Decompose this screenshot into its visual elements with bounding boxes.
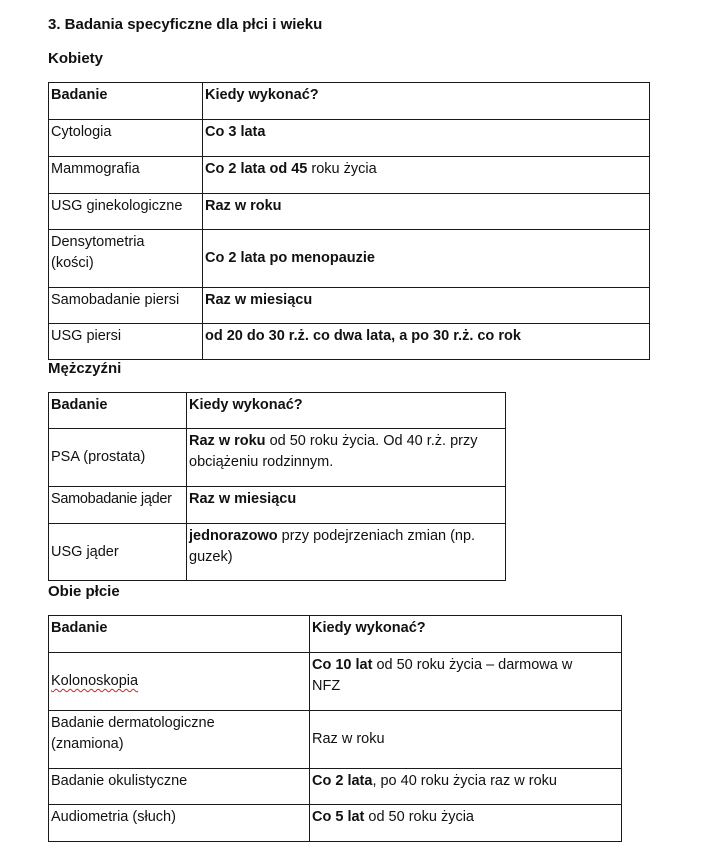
test-cell: USG jąder — [49, 524, 187, 581]
table-row — [49, 120, 650, 157]
when-cell: od 20 do 30 r.ż. co dwa lata, a po 30 r.ż. co rok — [203, 324, 650, 360]
test-cell: Badanie okulistyczne — [49, 769, 310, 805]
table-row — [49, 769, 622, 805]
when-cell: Co 5 lat od 50 roku życia — [310, 805, 622, 842]
when-cell: Co 3 lata — [203, 120, 650, 157]
test-cell: Audiometria (słuch) — [49, 805, 310, 842]
test-cell: Cytologia — [49, 120, 203, 157]
men-table — [48, 392, 506, 581]
test-cell: Mammografia — [49, 157, 203, 194]
test-cell: USG ginekologiczne — [49, 194, 203, 230]
table-header-row — [49, 616, 622, 653]
both-heading: Obie płcie — [48, 583, 120, 600]
header-cell-test: Badanie — [49, 83, 203, 120]
when-cell: Co 2 lata po menopauzie — [203, 230, 650, 288]
test-cell: Densytometria (kości) — [49, 230, 203, 288]
men-heading: Mężczyźni — [48, 360, 122, 377]
when-cell: Raz w roku od 50 roku życia. Od 40 r.ż. przy obciążeniu rodzinnym. — [187, 429, 506, 487]
header-cell-test: Badanie — [49, 616, 310, 653]
women-heading: Kobiety — [48, 50, 104, 67]
table-row — [49, 194, 650, 230]
header-cell-when: Kiedy wykonać? — [187, 393, 506, 429]
test-cell: PSA (prostata) — [49, 429, 187, 487]
table-row — [49, 524, 506, 581]
section-title: 3. Badania specyficzne dla płci i wieku — [48, 16, 323, 33]
when-cell: Raz w roku — [310, 711, 622, 769]
test-cell: Samobadanie jąder — [49, 487, 187, 524]
when-cell: Co 10 lat od 50 roku życia – darmowa w NFZ — [310, 653, 622, 711]
table-row — [49, 288, 650, 324]
test-cell: Badanie dermatologiczne (znamiona) — [49, 711, 310, 769]
table-header-row — [49, 393, 506, 429]
when-cell: jednorazowo przy podejrzeniach zmian (np. guzek) — [187, 524, 506, 581]
test-cell — [49, 653, 310, 711]
table-row — [49, 429, 506, 487]
table-row — [49, 711, 622, 769]
when-cell: Raz w roku — [203, 194, 650, 230]
table-row — [49, 324, 650, 360]
test-cell: Samobadanie piersi — [49, 288, 203, 324]
table-row — [49, 230, 650, 288]
test-cell: USG piersi — [49, 324, 203, 360]
spellcheck-underline: Kolonoskopia — [51, 673, 139, 689]
table-header-row — [49, 83, 650, 120]
when-cell: Co 2 lata, po 40 roku życia raz w roku — [310, 769, 622, 805]
header-cell-test: Badanie — [49, 393, 187, 429]
when-cell: Co 2 lata od 45 roku życia — [203, 157, 650, 194]
women-table — [48, 82, 650, 360]
when-cell: Raz w miesiącu — [203, 288, 650, 324]
table-row — [49, 805, 622, 842]
table-row — [49, 653, 622, 711]
header-cell-when: Kiedy wykonać? — [203, 83, 650, 120]
both-table — [48, 615, 622, 842]
when-cell: Raz w miesiącu — [187, 487, 506, 524]
header-cell-when: Kiedy wykonać? — [310, 616, 622, 653]
table-row — [49, 487, 506, 524]
table-row — [49, 157, 650, 194]
